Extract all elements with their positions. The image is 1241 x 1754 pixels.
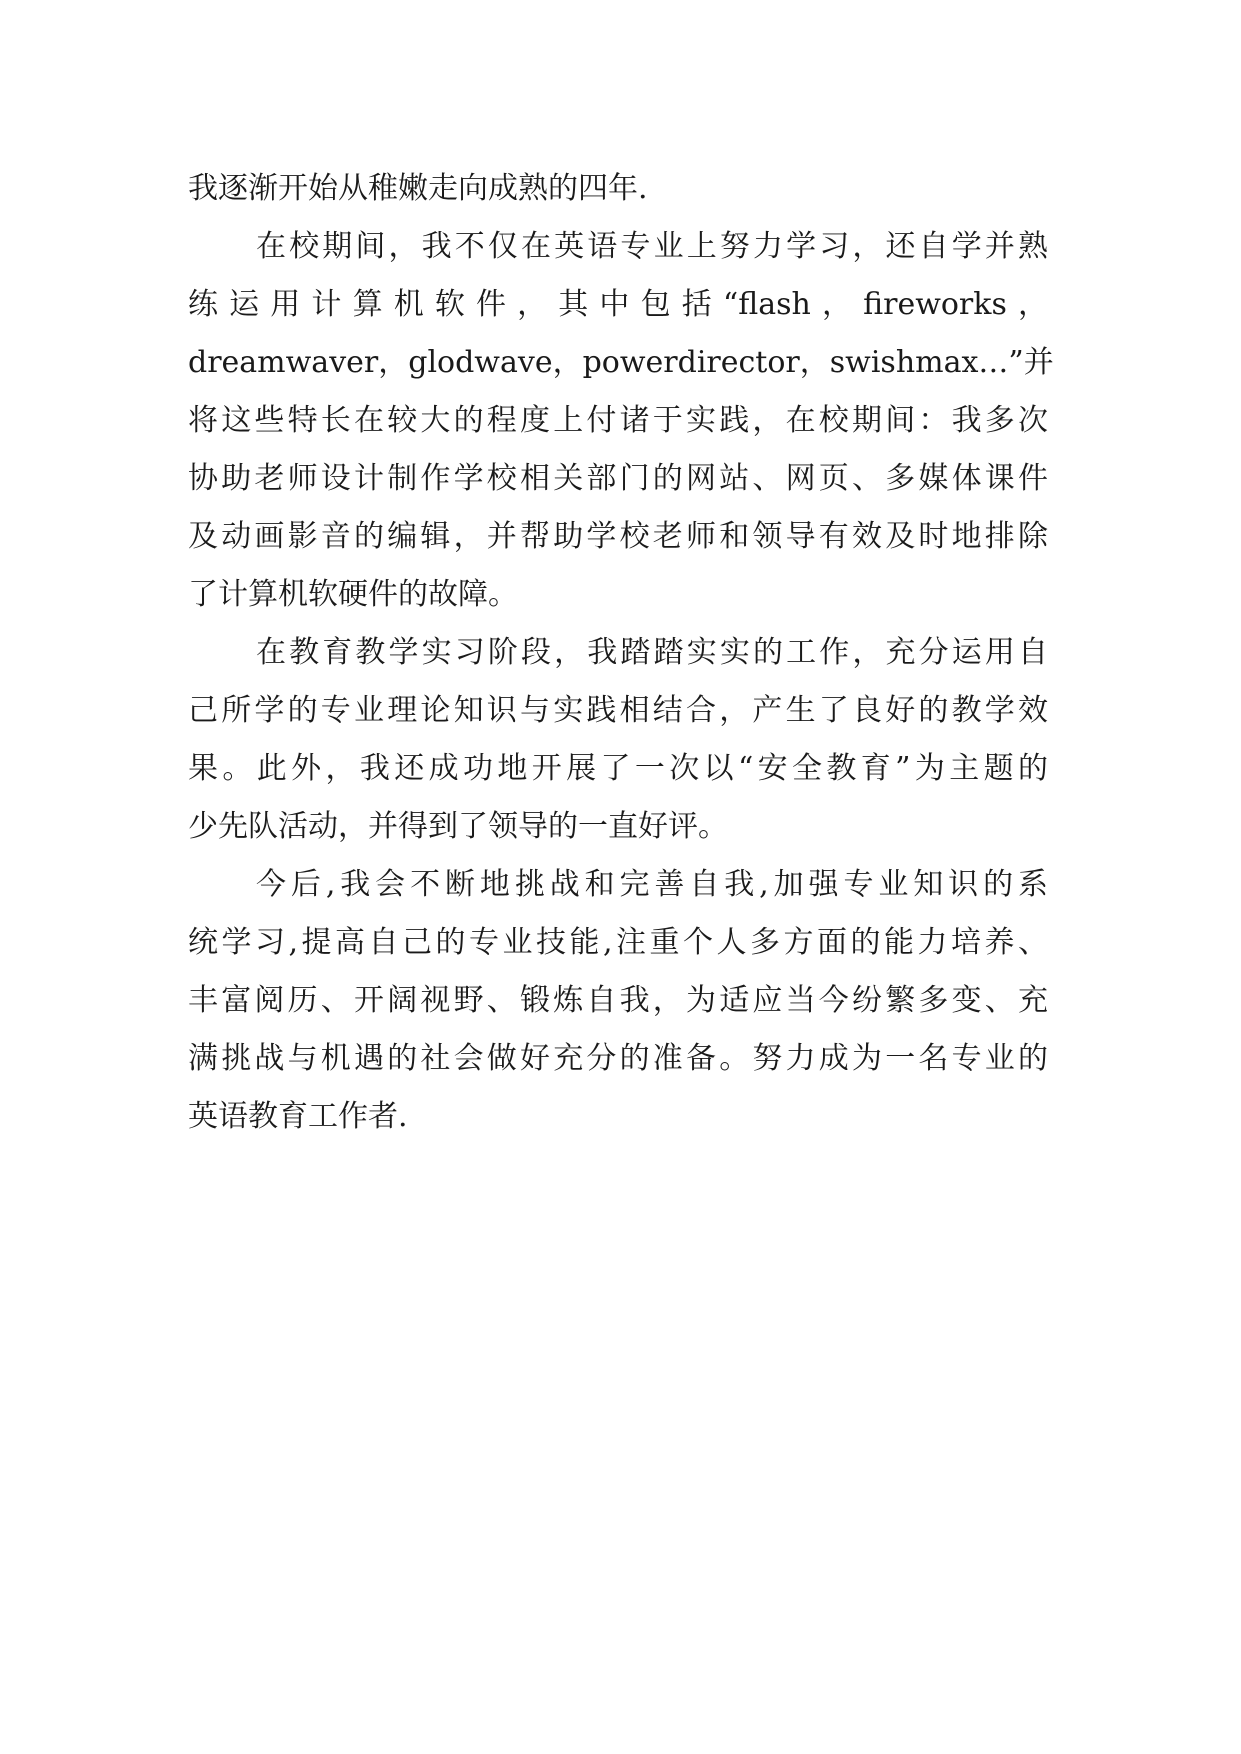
text-line: 英语教育工作者. xyxy=(188,1099,408,1134)
text-line: dreamwaver，glodwave，powerdirector，swishmax…”并 xyxy=(188,345,1054,380)
text-line: 统学习,提高自己的专业技能,注重个人多方面的能力培养、 xyxy=(188,925,1048,960)
text-line: 我逐渐开始从稚嫩走向成熟的四年. xyxy=(188,171,648,206)
text-line: 及动画影音的编辑，并帮助学校老师和领导有效及时地排除 xyxy=(188,519,1048,554)
text-line: 满挑战与机遇的社会做好充分的准备。努力成为一名专业的 xyxy=(188,1041,1048,1076)
text-line: 练运用计算机软件，其中包括“flash，fireworks， xyxy=(188,287,1048,322)
text-line: 果。此外，我还成功地开展了一次以“安全教育”为主题的 xyxy=(188,751,1048,786)
text-line: 己所学的专业理论知识与实践相结合，产生了良好的教学效 xyxy=(188,693,1048,728)
text-line: 少先队活动，并得到了领导的一直好评。 xyxy=(188,809,728,844)
body-text xyxy=(188,160,1054,1146)
text-line: 今后,我会不断地挑战和完善自我,加强专业知识的系 xyxy=(256,867,1048,902)
text-line: 在教育教学实习阶段，我踏踏实实的工作，充分运用自 xyxy=(256,635,1048,670)
text-line: 了计算机软硬件的故障。 xyxy=(188,577,518,612)
text-line: 将这些特长在较大的程度上付诸于实践，在校期间：我多次 xyxy=(188,403,1048,438)
text-line: 丰富阅历、开阔视野、锻炼自我，为适应当今纷繁多变、充 xyxy=(188,983,1048,1018)
text-line: 协助老师设计制作学校相关部门的网站、网页、多媒体课件 xyxy=(188,461,1048,496)
text-line: 在校期间，我不仅在英语专业上努力学习，还自学并熟 xyxy=(256,229,1048,264)
